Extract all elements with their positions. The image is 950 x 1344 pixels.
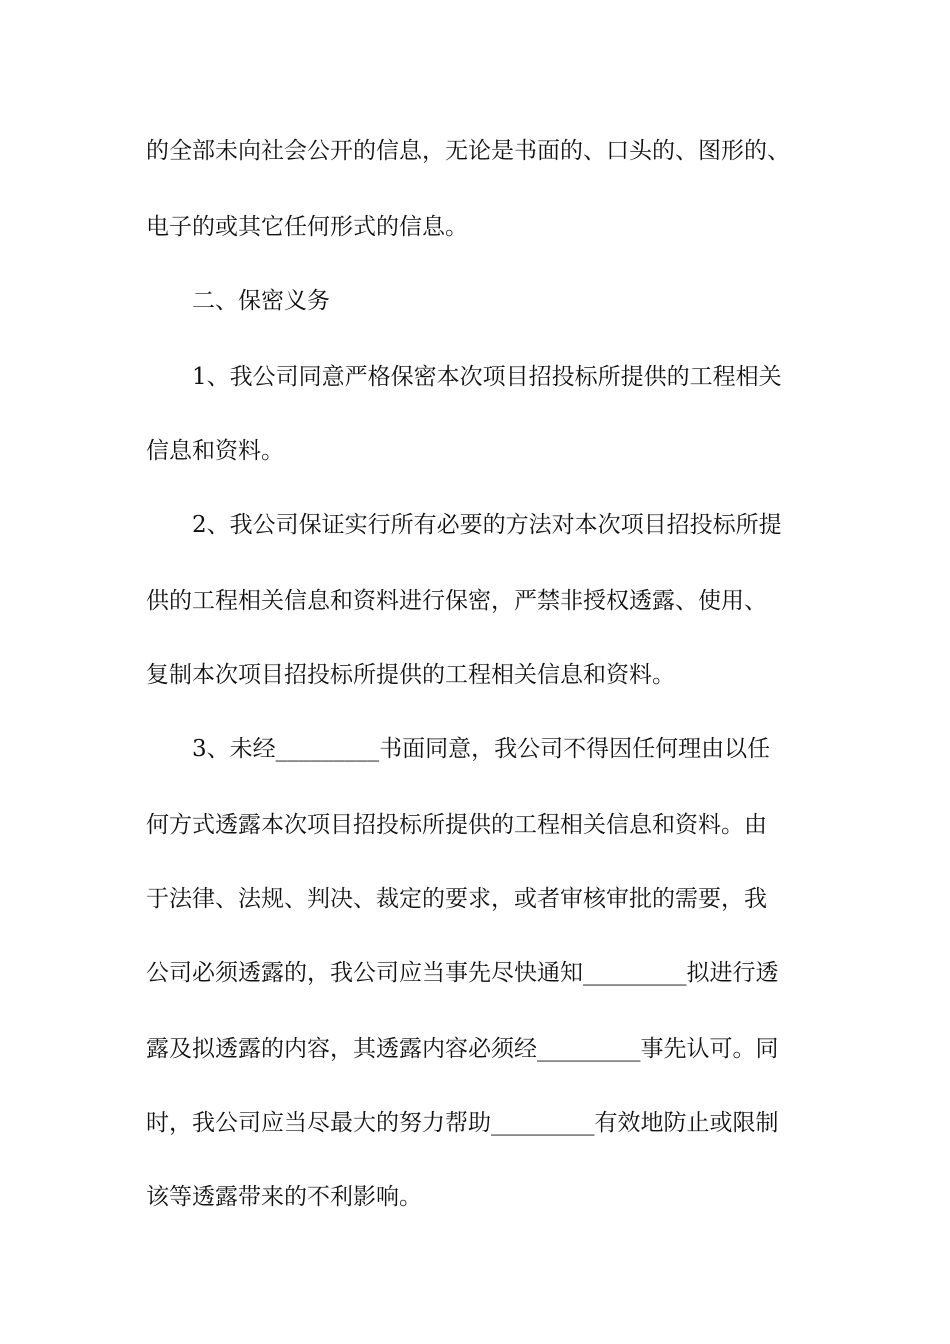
fill-blank: _________ xyxy=(275,736,380,762)
text-segment: 有效地防止或限制 xyxy=(594,1110,779,1136)
text-segment: 事先认可。同 xyxy=(640,1036,779,1062)
fill-blank: _________ xyxy=(583,960,687,986)
text-line xyxy=(146,1108,779,1138)
text-line: 该等透露带来的不利影响。 xyxy=(146,1184,422,1210)
text-line: 复制本次项目招投标所提供的工程相关信息和资料。 xyxy=(146,662,675,688)
text-line: 供的工程相关信息和资料进行保密，严禁非授权透露、使用、 xyxy=(146,588,767,614)
section-heading: 二、保密义务 xyxy=(192,288,330,314)
text-segment: 时，我公司应当尽最大的努力帮助 xyxy=(146,1110,491,1136)
text-line: 于法律、法规、判决、裁定的要求，或者审核审批的需要，我 xyxy=(146,886,767,912)
text-segment: 书面同意，我公司不得因任何理由以任 xyxy=(379,736,771,762)
text-line: 1、我公司同意严格保密本次项目招投标所提供的工程相关 xyxy=(192,364,782,390)
text-line: 的全部未向社会公开的信息，无论是书面的、口头的、图形的、 xyxy=(146,138,790,164)
text-segment: 3、未经 xyxy=(192,736,276,762)
text-line: 信息和资料。 xyxy=(146,438,284,464)
text-segment: 公司必须透露的，我公司应当事先尽快通知 xyxy=(146,960,583,986)
text-line xyxy=(146,958,779,988)
fill-blank: _________ xyxy=(491,1110,595,1136)
fill-blank: _________ xyxy=(537,1036,641,1062)
text-line: 2、我公司保证实行所有必要的方法对本次项目招投标所提 xyxy=(192,512,782,538)
text-line: 何方式透露本次项目招投标所提供的工程相关信息和资料。由 xyxy=(146,812,767,838)
text-line xyxy=(192,734,770,764)
text-line xyxy=(146,1034,779,1064)
text-segment: 拟进行透 xyxy=(686,960,779,986)
text-line: 电子的或其它任何形式的信息。 xyxy=(146,214,468,240)
text-segment: 露及拟透露的内容，其透露内容必须经 xyxy=(146,1036,537,1062)
